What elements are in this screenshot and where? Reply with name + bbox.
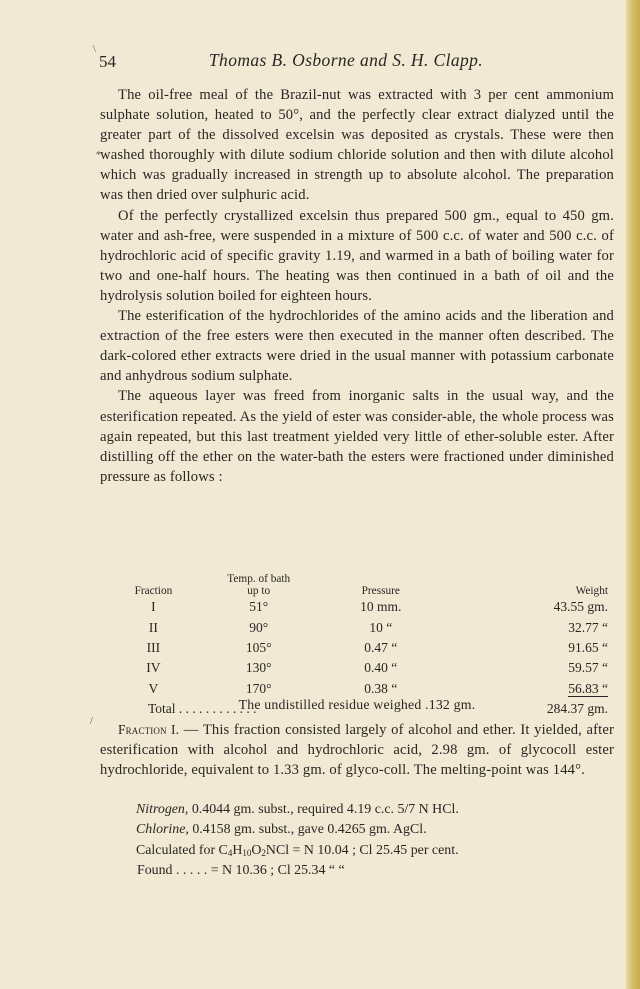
calculated-line: [136, 841, 614, 861]
residue-line: The undistilled residue weighed .132 gm.: [238, 697, 476, 712]
page-edge: [626, 0, 640, 989]
table-row: [100, 638, 614, 658]
fraction-section: [100, 720, 614, 780]
cell-pressure: 0.40 “: [364, 660, 398, 676]
paragraph: The oil-free meal of the Brazil-nut was extracted with 3 per cent ammonium sulphate solution, heated to 50°, and the perfectly clear extract dialyzed until the greater part of the dissolved excelsin was deposited as crystals. These were then washed thoroughly with dilute sodium chloride solution and then with dilute alcohol which was gradually increased in strength up to absolute alcohol. The preparation was then dried over sulphuric acid.: [100, 87, 614, 204]
found-text: Found . . . . . = N 10.36 ; Cl 25.34 “ “: [137, 863, 345, 879]
cell-fraction: V: [148, 680, 159, 696]
cell-weight: 91.65 “: [568, 639, 608, 655]
cell-fraction: III: [146, 639, 161, 655]
chlorine-text: 0.4158 gm. subst., gave 0.4265 gm. AgCl.: [188, 822, 427, 838]
formula-rest: NCl = N 10.04 ; Cl 25.45 per cent.: [265, 842, 459, 858]
cell-pressure: 0.38 “: [364, 680, 398, 696]
header-temp-line2: up to: [247, 585, 271, 597]
cell-temp: 130°: [245, 660, 272, 676]
chlorine-line: [136, 820, 614, 840]
cell-weight: [451, 679, 614, 699]
margin-mark: *: [96, 150, 101, 161]
header-pressure: Pressure: [361, 585, 400, 597]
total-value: 284.37 gm.: [546, 701, 608, 717]
table-row: [100, 617, 614, 637]
cell-fraction: II: [148, 619, 158, 635]
body-text: [100, 85, 614, 487]
margin-mark: \: [93, 44, 96, 55]
nitrogen-text: 0.4044 gm. subst., required 4.19 c.c. 5/7 N HCl.: [188, 802, 459, 817]
cell-pressure: 0.47 “: [364, 639, 398, 655]
formula-sub: 2: [261, 847, 266, 858]
analysis-block: [136, 800, 614, 882]
cell-weight: 43.55 gm.: [553, 599, 608, 615]
formula-sub: 4: [227, 847, 233, 858]
page-number: 54: [99, 52, 116, 71]
nitrogen-line: [136, 800, 614, 820]
underlined-weight: 56.83 “: [568, 680, 608, 696]
fraction-paragraph: [100, 720, 614, 780]
header-weight: Weight: [575, 585, 608, 597]
table-header-row: [100, 567, 614, 597]
cell-fraction: IV: [146, 660, 161, 676]
table-row: [100, 679, 614, 699]
fraction-heading: Fraction I.: [118, 722, 180, 737]
cell-temp: 90°: [249, 619, 269, 635]
cell-weight: 32.77 “: [568, 619, 608, 635]
cell-fraction: I: [151, 599, 156, 615]
chlorine-label: Chlorine,: [136, 822, 189, 838]
formula-sub: 10: [242, 847, 252, 858]
header-temp-line1: Temp. of bath: [227, 573, 291, 585]
cell-temp: 105°: [245, 639, 272, 655]
running-title: Thomas B. Osborne and S. H. Clapp.: [208, 50, 484, 70]
em-dash: —: [179, 722, 203, 738]
total-label-text: Total . . . . . . . . . . . .: [148, 701, 257, 717]
table-row: [100, 658, 614, 678]
fraction-text: This fraction consisted largely of alcohol and ether. It yielded, after esterification with alcohol and hydrochloric acid, 2.98 gm. of glycocoll ester hydrochloride, equivalent to 1.33 gm. of glyco-coll. The melting-point was 144°.: [100, 722, 615, 779]
formula-o: O: [251, 842, 262, 858]
header-temp: [207, 567, 311, 597]
header-fraction: Fraction: [134, 585, 173, 597]
nitrogen-label: Nitrogen,: [136, 802, 189, 817]
paragraph: The aqueous layer was freed from inorganic salts in the usual way, and the esterification repeated. As the yield of ester was consider-able, the whole process was again repeated, but this last treatment yielded very little of ether-soluble ester. After distilling off the ether on the water-bath the esters were fractioned under diminished pressure as follows :: [100, 388, 614, 485]
cell-pressure: 10 mm.: [360, 599, 402, 615]
formula-h: H: [232, 842, 243, 858]
cell-pressure: 10 “: [369, 619, 393, 635]
cell-temp: 51°: [249, 599, 269, 615]
table-row: [100, 597, 614, 617]
paragraph: Of the perfectly crystallized excelsin thus prepared 500 gm., equal to 450 gm. water and ash-free, were suspended in a mixture of 500 c.c. of water and 500 c.c. of hydrochloric acid of specific gravity 1.19, and warmed in a bath of boiling water for two and one-half hours. The heating was then continued in a bath of oil and the hydrolysis solution boiled for eighteen hours.: [100, 207, 614, 304]
cell-temp: 170°: [245, 680, 272, 696]
paragraph: The esterification of the hydrochlorides of the amino acids and the liberation and extraction of the free esters were then executed in the manner often described. The dark-colored ether extracts were dried in the usual manner with potassium carbonate and anhydrous sodium sulphate.: [100, 308, 614, 385]
calculated-prefix: Calculated for C: [136, 842, 228, 858]
cell-weight: 59.57 “: [568, 660, 608, 676]
margin-mark: /: [90, 716, 93, 727]
found-line: [136, 861, 614, 881]
